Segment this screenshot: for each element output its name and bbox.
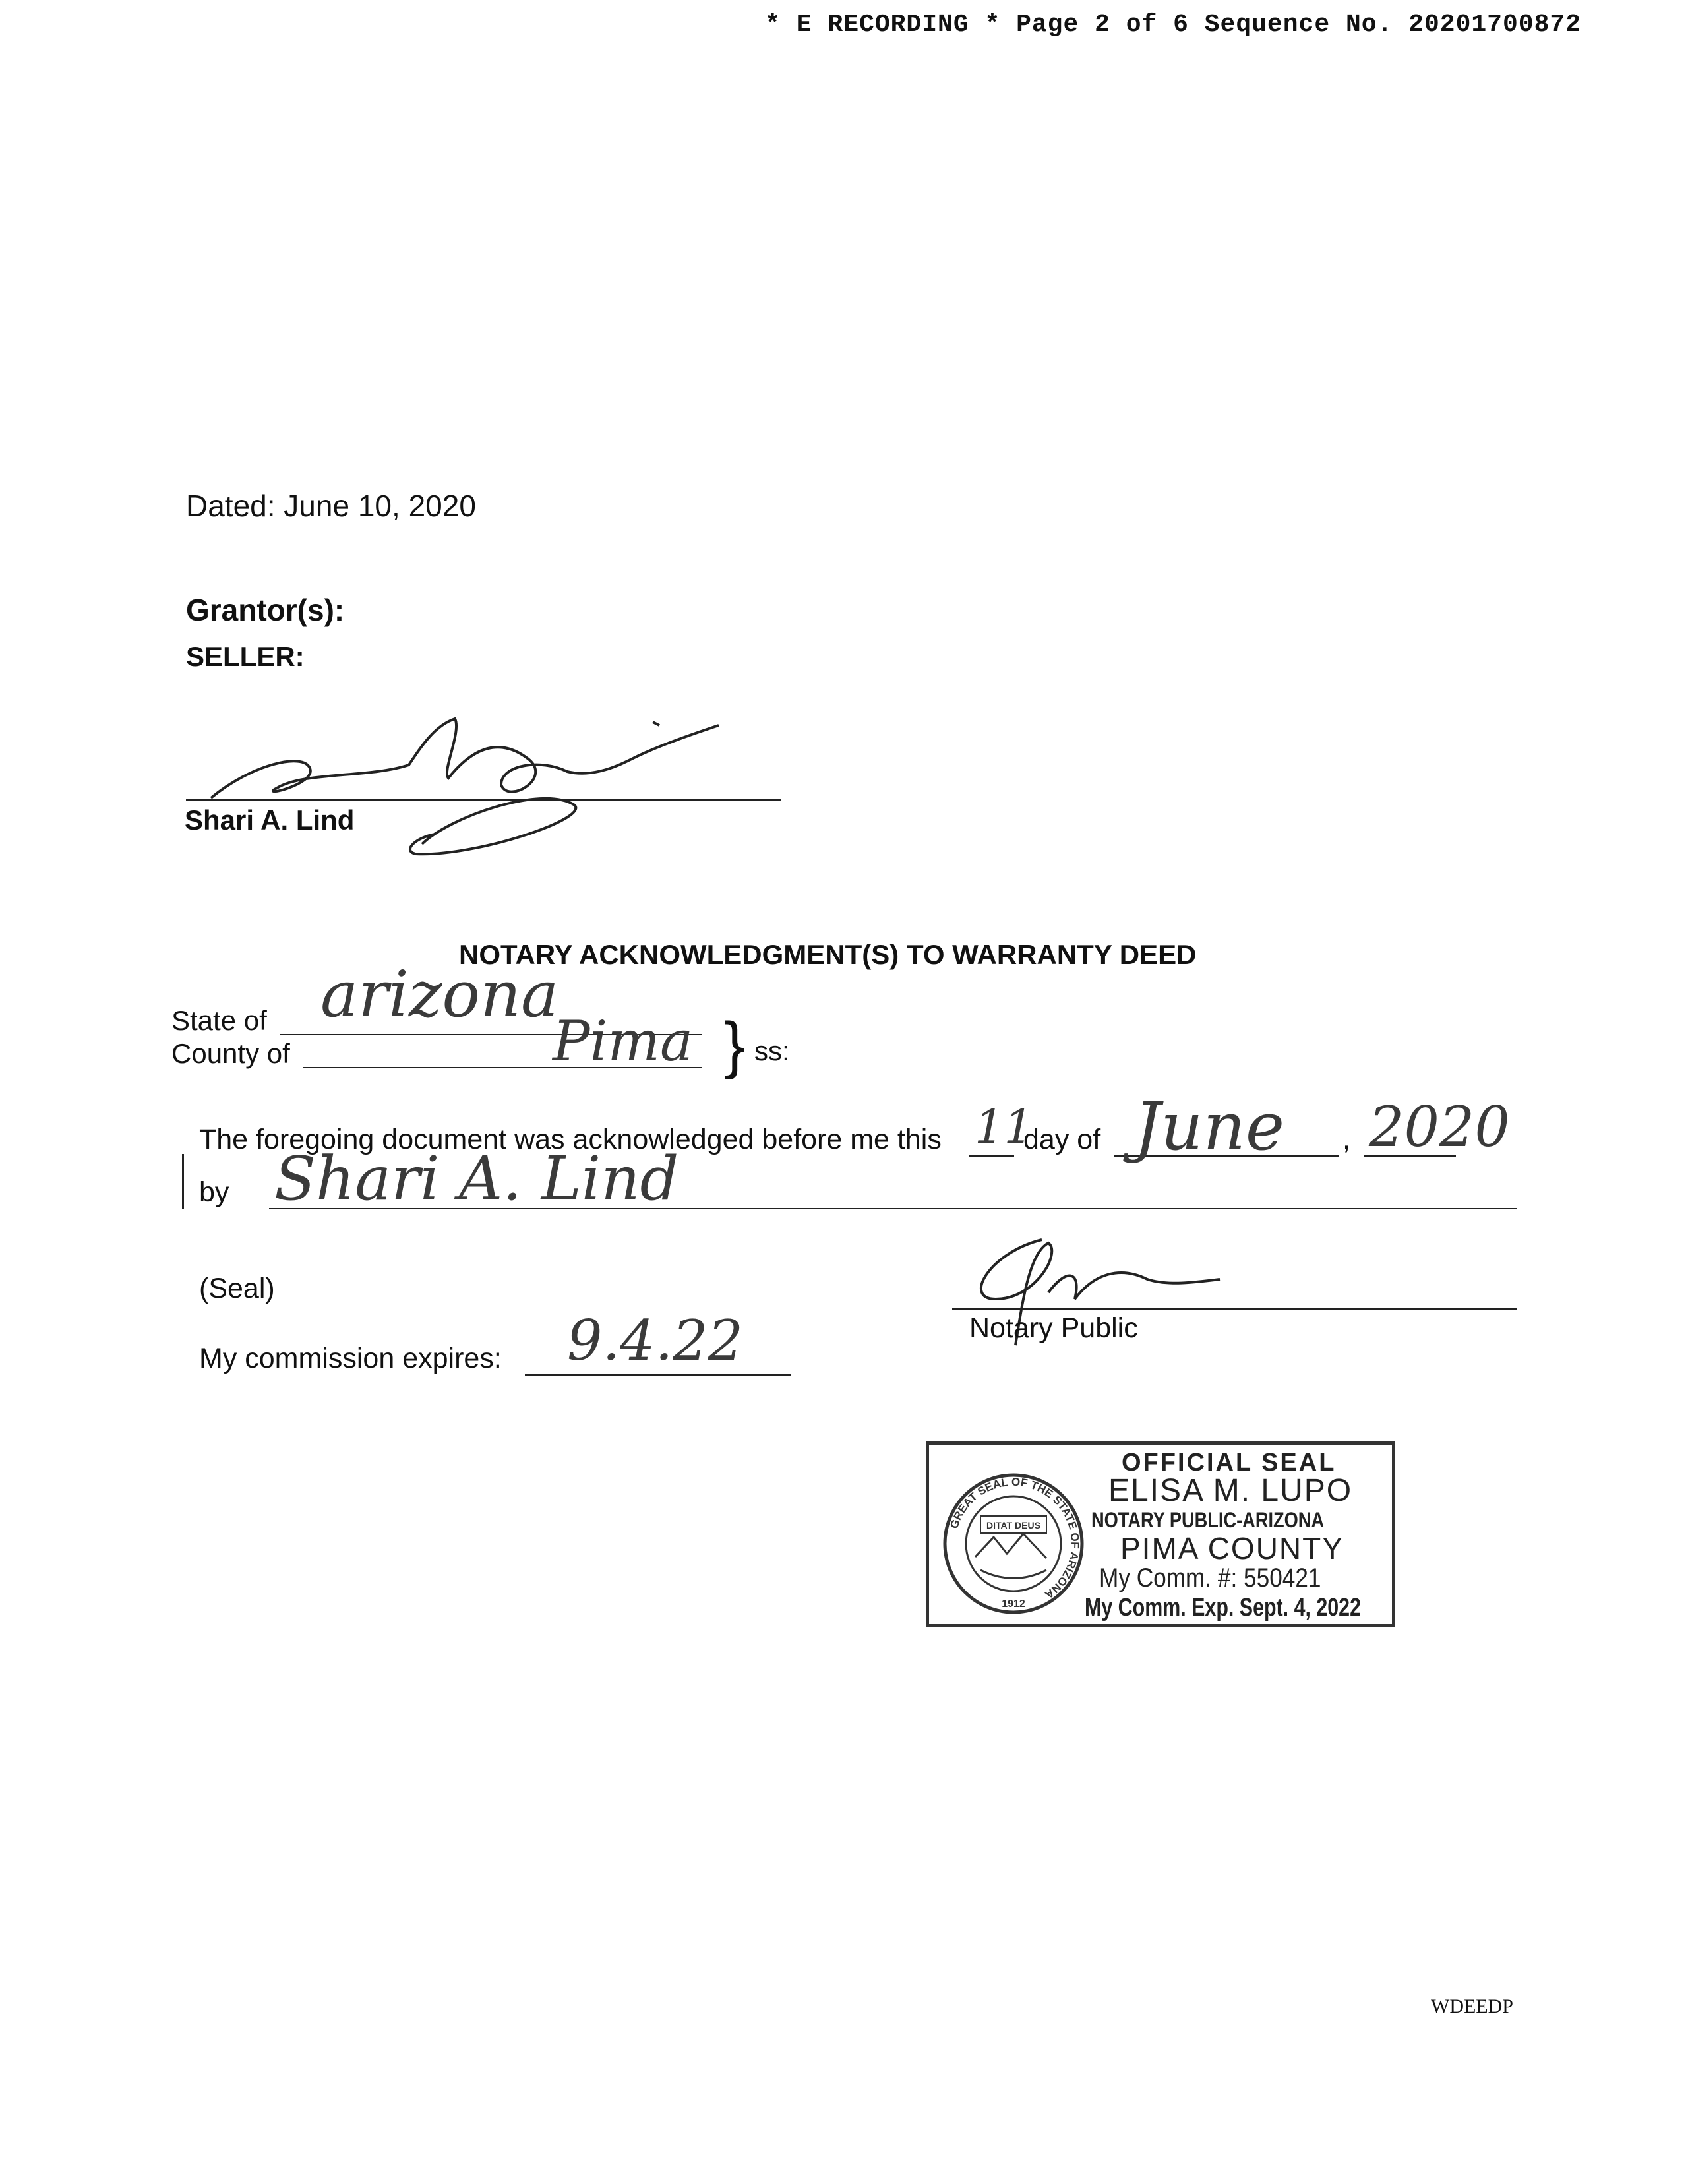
stamp-notary-name: ELISA M. LUPO (1108, 1473, 1353, 1508)
month-value: June (1134, 1088, 1285, 1165)
stamp-comm-expiration: My Comm. Exp. Sept. 4, 2022 (1085, 1594, 1361, 1622)
county-label: County of (171, 1038, 290, 1069)
seller-signature-line (186, 799, 781, 801)
commission-line (525, 1374, 791, 1376)
notary-signature-line (952, 1308, 1517, 1310)
ss-label: ss: (754, 1035, 790, 1066)
ss-brace: } (724, 1010, 746, 1080)
state-label: State of (171, 1005, 267, 1036)
day-value: 11 (975, 1100, 1034, 1154)
notary-public-label: Notary Public (969, 1312, 1138, 1344)
commission-label: My commission expires: (199, 1343, 502, 1374)
seal-ring-text: GREAT SEAL OF THE STATE OF ARIZONA (948, 1475, 1082, 1602)
seller-label: SELLER: (186, 641, 305, 672)
year-value: 2020 (1369, 1095, 1510, 1159)
form-code: WDEEDP (1431, 1995, 1513, 2017)
state-value: arizona (320, 957, 559, 1031)
recording-header: * E RECORDING * Page 2 of 6 Sequence No. 20201700872 (765, 11, 1581, 39)
grantor-label: Grantor(s): (186, 593, 345, 627)
stamp-comm-number: My Comm. #: 550421 (1099, 1563, 1321, 1592)
day-of-label: day of (1023, 1124, 1101, 1155)
stamp-official-seal: OFFICIAL SEAL (1122, 1449, 1337, 1476)
margin-mark (182, 1154, 184, 1209)
signer-name: Shari A. Lind (185, 804, 355, 835)
notary-stamp (926, 1441, 1395, 1627)
seller-signature (198, 706, 738, 877)
by-label: by (199, 1176, 229, 1208)
seal-label: (Seal) (199, 1273, 275, 1304)
ack-text: The foregoing document was acknowledged before me this (199, 1124, 942, 1155)
notary-title: NOTARY ACKNOWLEDGMENT(S) TO WARRANTY DEED (459, 939, 1197, 970)
comma: , (1342, 1124, 1350, 1155)
stamp-county: PIMA COUNTY (1120, 1531, 1344, 1565)
dated-line: Dated: June 10, 2020 (186, 489, 476, 523)
county-value: Pima (553, 1009, 694, 1074)
arizona-state-seal-icon (941, 1471, 1086, 1616)
day-line (969, 1155, 1014, 1157)
by-value: Shari A. Lind (274, 1143, 679, 1214)
stamp-notary-public-arizona: NOTARY PUBLIC-ARIZONA (1091, 1508, 1325, 1532)
commission-value: 9.4.22 (567, 1308, 744, 1373)
seal-motto: DITAT DEUS (986, 1520, 1040, 1531)
seal-year: 1912 (1002, 1598, 1025, 1610)
